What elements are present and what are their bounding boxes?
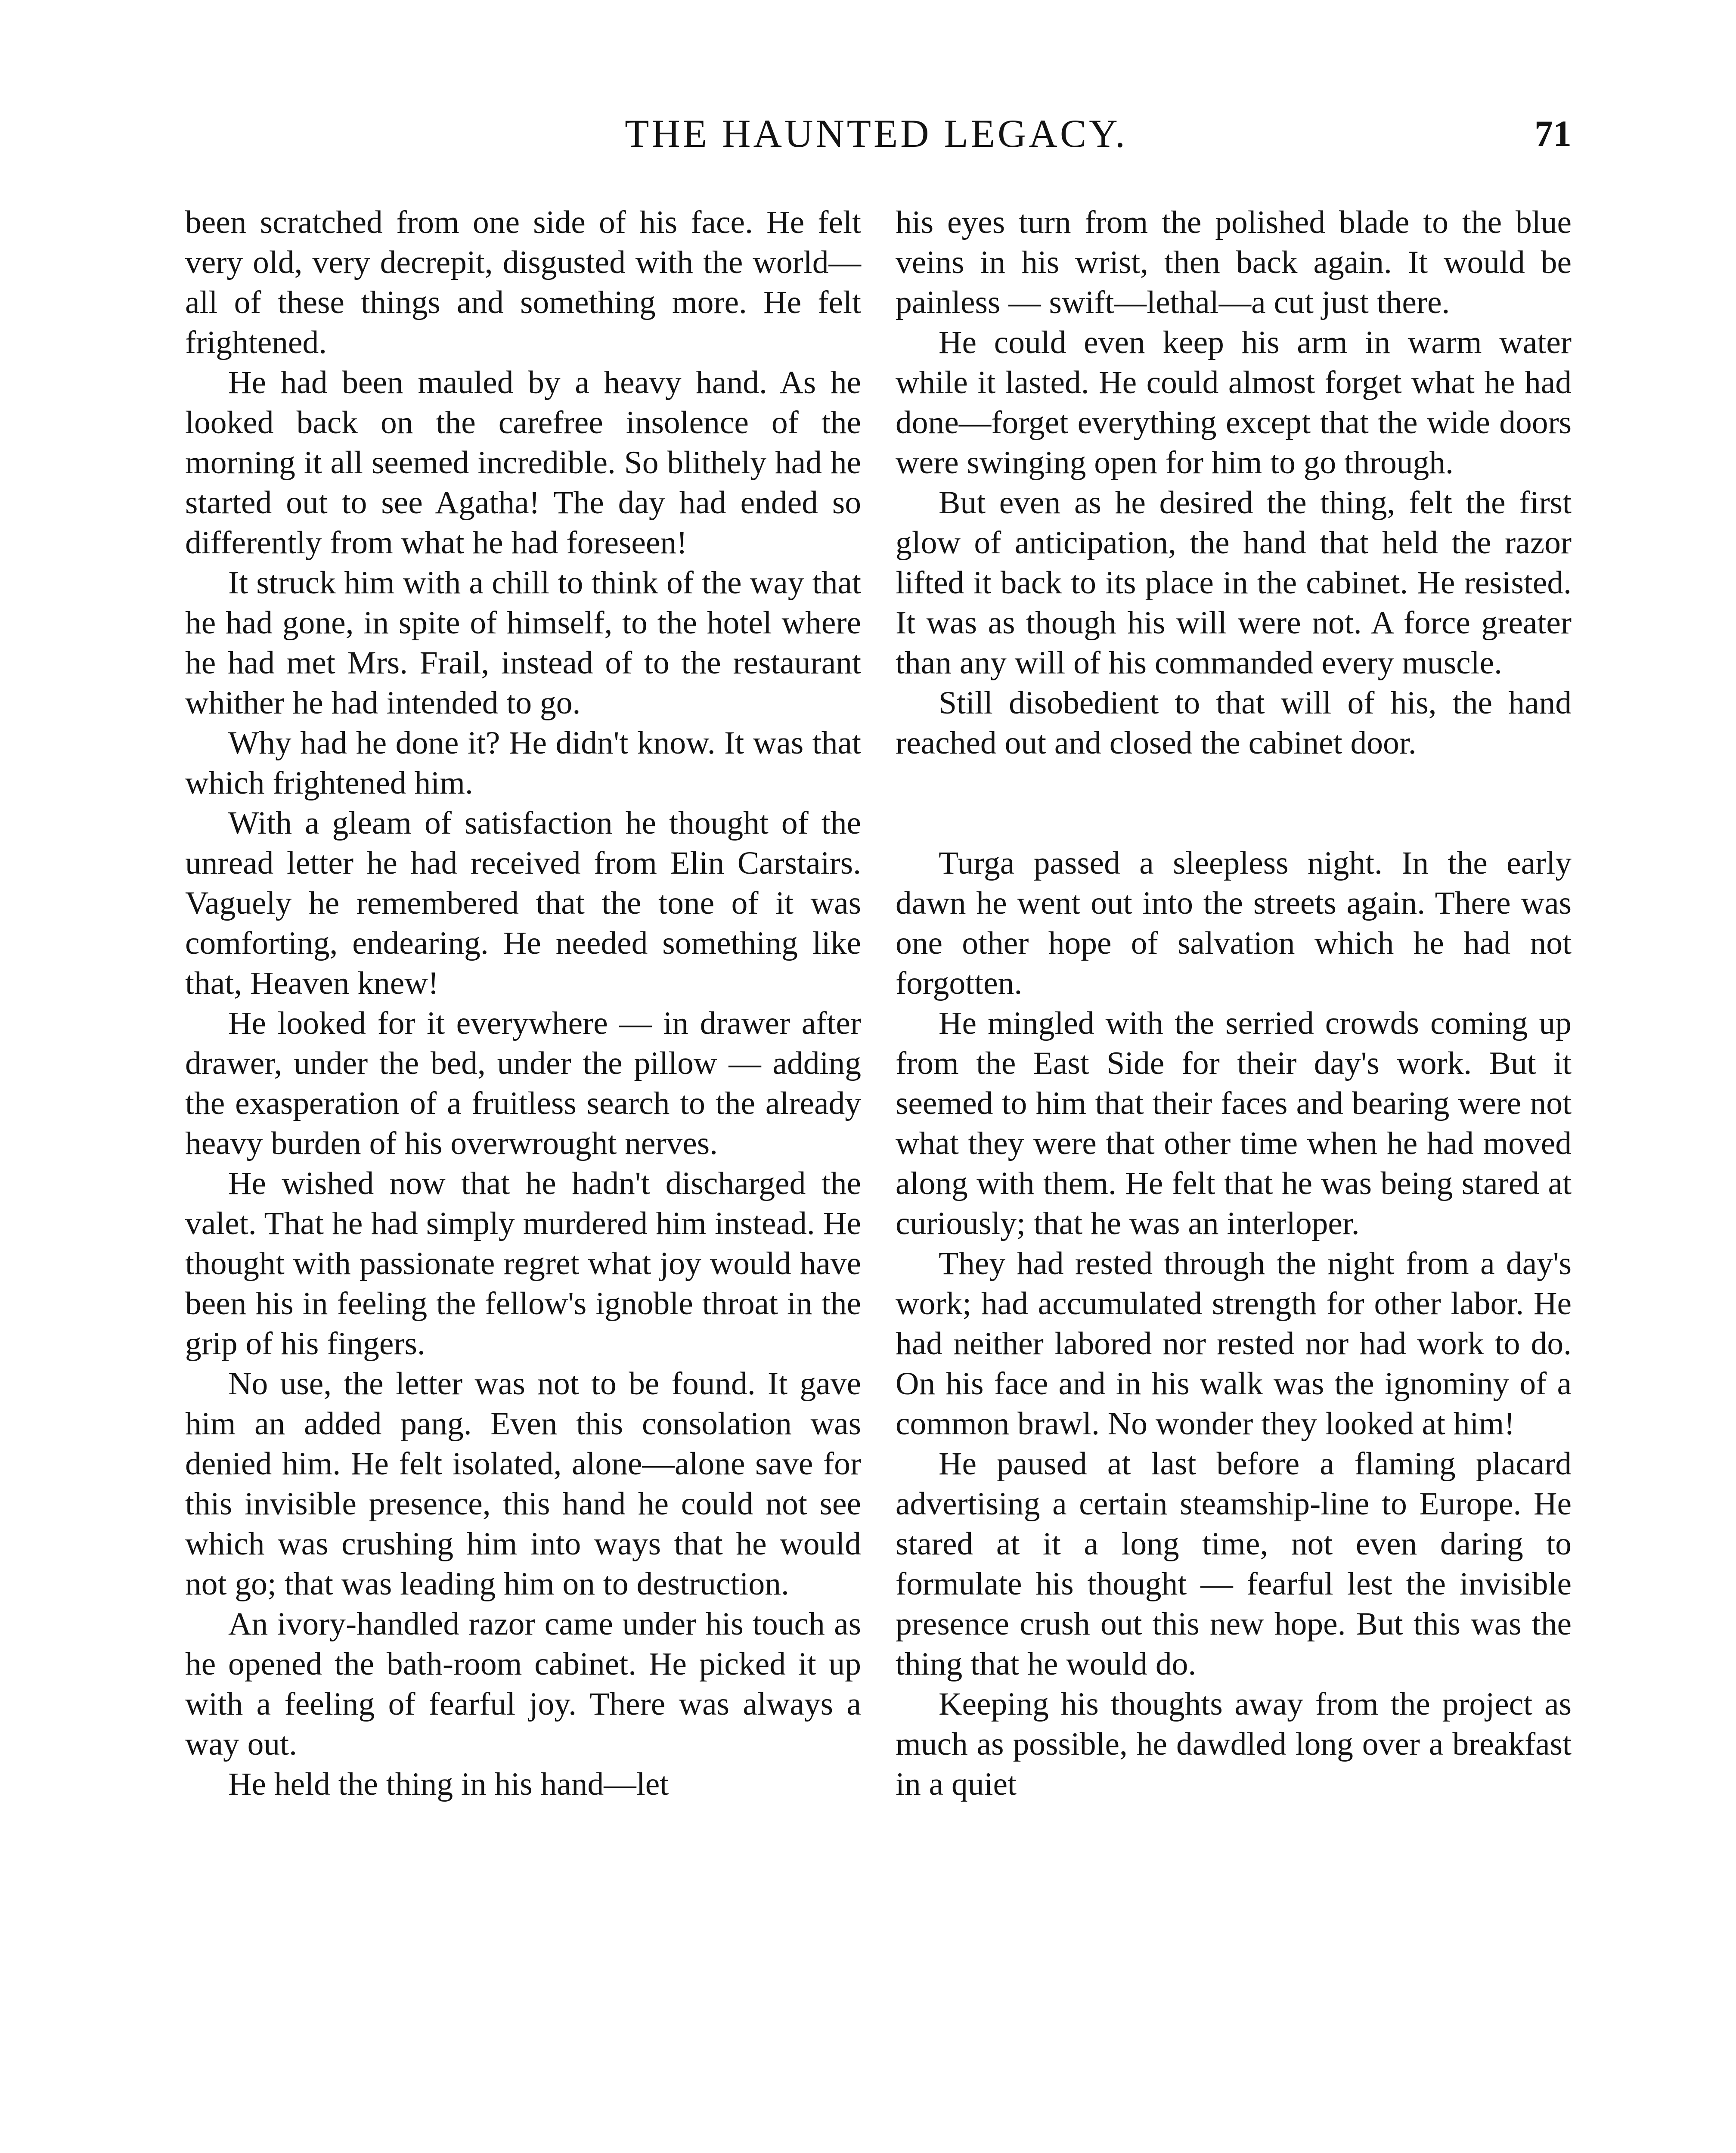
- paragraph: He held the thing in his hand—let: [228, 1766, 669, 1802]
- paragraph: No use, the letter was not to be found. It gave him an added pang. Even this consolation was denied him. He felt isolated, alone—alone save for this invisible presence, this hand he could not see which was crushing him into ways that he would not go; that was leading him on to destruction.: [185, 1366, 861, 1602]
- paragraph: Why had he done it? He didn't know. It was that which frightened him.: [185, 725, 861, 801]
- paragraph: An ivory-handled razor came under his touch as he opened the bath-room cabinet. He picked it up with a feeling of fearful joy. There was always a way out.: [185, 1606, 861, 1762]
- paragraph: Keeping his thoughts away from the project as much as possible, he dawdled long over a breakfast in a quiet: [896, 1686, 1572, 1802]
- left-column: [185, 202, 861, 1804]
- paragraph: been scratched from one side of his face. He felt very old, very decrepit, disgusted with the world—all of these things and something more. He felt frightened.: [185, 205, 861, 360]
- right-column: [896, 202, 1572, 1804]
- paragraph: With a gleam of satisfaction he thought of the unread letter he had received from Elin Carstairs. Vaguely he remembered that the tone of it was comforting, endearing. He needed something like that, Heaven knew!: [185, 805, 861, 1001]
- paragraph: It struck him with a chill to think of the way that he had gone, in spite of himself, to the hotel where he had met Mrs. Frail, instead of to the restaurant whither he had intended to go.: [185, 565, 861, 721]
- running-head: THE HAUNTED LEGACY.: [625, 112, 1128, 155]
- paragraph: Still disobedient to that will of his, the hand reached out and closed the cabinet door.: [896, 685, 1572, 761]
- page-number: 71: [1534, 113, 1572, 154]
- paragraph: He wished now that he hadn't discharged the valet. That he had simply murdered him instead. He thought with passionate regret what joy would have been his in feeling the fellow's ignoble throat in the grip of his fingers.: [185, 1166, 861, 1362]
- paragraph: He could even keep his arm in warm water while it lasted. He could almost forget what he had done—forget everything except that the wide doors were swinging open for him to go through.: [896, 325, 1572, 481]
- paragraph: his eyes turn from the polished blade to the blue veins in his wrist, then back again. It would be painless — swift—lethal—a cut just there.: [896, 205, 1572, 320]
- paragraph: They had rested through the night from a day's work; had accumulated strength for other labor. He had neither labored nor rested nor had work to do. On his face and in his walk was the ignominy of a common brawl. No wonder they looked at him!: [896, 1246, 1572, 1442]
- page-header: [181, 108, 1572, 164]
- paragraph: He mingled with the serried crowds coming up from the East Side for their day's work. But it seemed to him that their faces and bearing were not what they were that other time when he had moved along with them. He felt that he was being stared at curiously; that he was an interloper.: [896, 1005, 1572, 1241]
- paragraph: But even as he desired the thing, felt the first glow of anticipation, the hand that held the razor lifted it back to its place in the cabinet. He resisted. It was as though his will were not. A force greater than any will of his commanded every muscle.: [896, 485, 1572, 681]
- paragraph: He had been mauled by a heavy hand. As he looked back on the carefree insolence of the morning it all seemed incredible. So blithely had he started out to see Agatha! The day had ended so differently from what he had foreseen!: [185, 365, 861, 561]
- paragraph: Turga passed a sleepless night. In the early dawn he went out into the streets again. There was one other hope of salvation which he had not forgotten.: [896, 845, 1572, 1001]
- paragraph: He looked for it everywhere — in drawer after drawer, under the bed, under the pillow — adding the exasperation of a fruitless search to the already heavy burden of his overwrought nerves.: [185, 1005, 861, 1161]
- paragraph: He paused at last before a flaming placard advertising a certain steamship-line to Europe. He stared at it a long time, not even daring to formulate his thought — fearful lest the invisible presence crush out this new hope. But this was the thing that he would do.: [896, 1446, 1572, 1682]
